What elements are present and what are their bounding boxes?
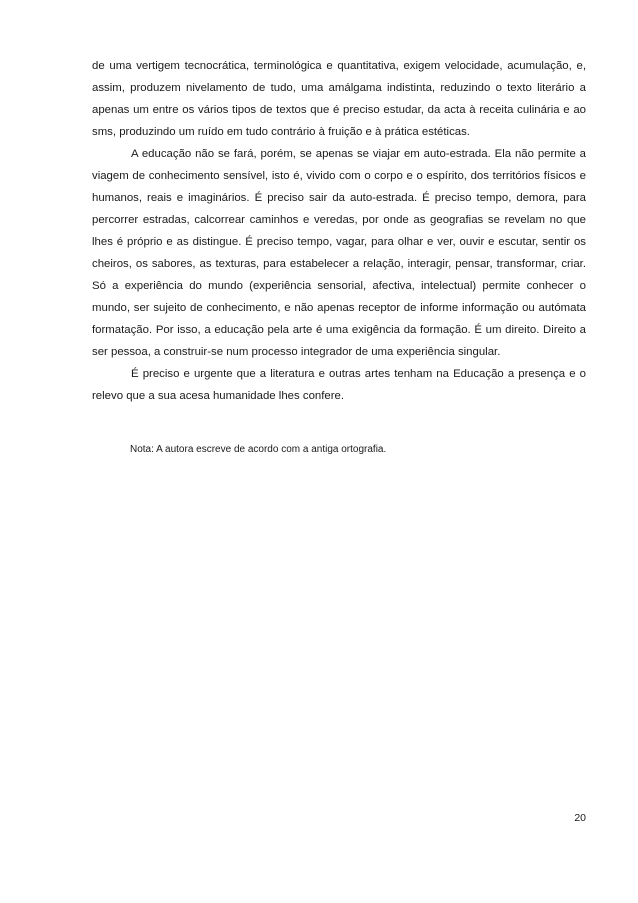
body-text [92,55,586,407]
paragraph-continuation: de uma vertigem tecnocrática, terminológica e quantitativa, exigem velocidade, acumulação, e, assim, produzem nivelamento de tudo, uma amálgama indistinta, reduzindo o texto literário a apenas um entre os vários tipos de textos que é preciso estudar, da acta à receita culinária e ao sms, produzindo um ruído em tudo contrário à fruição e à prática estéticas. [92,60,586,138]
paragraph-literature: É preciso e urgente que a literatura e outras artes tenham na Educação a presença e o relevo que a sua acesa humanidade lhes confere. [92,368,586,402]
page-number: 20 [574,812,586,824]
orthography-note: Nota: A autora escreve de acordo com a antiga ortografia. [130,444,387,455]
paragraph-education: A educação não se fará, porém, se apenas se viajar em auto-estrada. Ela não permite a viagem de conhecimento sensível, isto é, vivido com o corpo e o espírito, dos territórios físicos e humanos, reais e imaginários. É preciso sair da auto-estrada. É preciso tempo, demora, para percorrer estradas, calcorrear caminhos e veredas, por onde as geografias se revelam no que lhes é próprio e as distingue. É preciso tempo, vagar, para olhar e ver, ouvir e escutar, sentir os cheiros, os sabores, as texturas, para estabelecer a relação, interagir, pensar, transformar, criar. Só a experiência do mundo (experiência sensorial, afectiva, intelectual) permite conhecer o mundo, ser sujeito de conhecimento, e não apenas receptor de informe informação ou autómata formatação. Por isso, a educação pela arte é uma exigência da formação. É um direito. Direito a ser pessoa, a construir-se num processo integrador de uma experiência singular. [92,148,586,358]
